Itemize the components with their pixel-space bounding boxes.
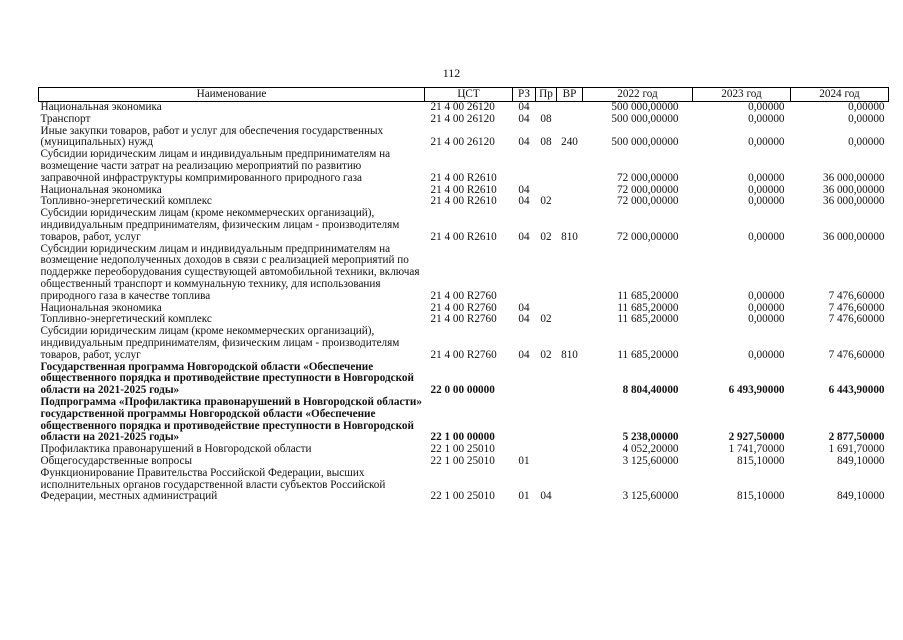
budget-table (38, 87, 889, 503)
row-rz: 04 (518, 348, 530, 361)
table-row (39, 114, 889, 126)
row-amount-2023: 0,00000 (748, 136, 785, 149)
table-row (39, 468, 889, 503)
row-name: Государственная программа Новгородской области «Обеспечение общественного порядка и противодействие преступности в Новгородской области на 2021-2025 годы» (40, 360, 414, 397)
row-rz (513, 362, 536, 397)
row-amount-2024: 36 000,00000 (822, 195, 885, 208)
row-amount-2022: 11 685,20000 (617, 348, 679, 361)
row-rz: 04 (518, 230, 530, 243)
row-pr: 02 (540, 313, 552, 326)
row-name: Субсидии юридическим лицам и индивидуальным предпринимателям на возмещение недополученных доходов в связи с реализацией мероприятий по поддержке переоборудования существующей автомобильной техники, включая общественный транспорт и коммунальную технику, для использования природного газа в качестве топлива (40, 242, 420, 302)
row-amount-2024: 1 691,70000 (828, 443, 885, 456)
row-amount-2024: 7 476,60000 (828, 301, 885, 314)
row-rz: 04 (518, 112, 530, 125)
row-amount-2022: 3 125,60000 (622, 490, 679, 503)
row-amount-2023: 815,10000 (736, 490, 785, 503)
row-amount-2024: 0,00000 (848, 136, 885, 149)
row-name: Топливно-энергетический комплекс (40, 313, 212, 326)
header-pr: Пр (536, 88, 557, 102)
row-pr: 04 (540, 490, 552, 503)
row-cst: 22 1 00 25010 (430, 443, 495, 456)
row-amount-2023: 0,00000 (748, 183, 785, 196)
header-vr: ВР (557, 88, 583, 102)
table-row (39, 456, 889, 468)
row-pr (536, 244, 557, 303)
row-vr (557, 114, 583, 126)
row-rz: 01 (518, 490, 530, 503)
row-amount-2022: 72 000,00000 (616, 183, 679, 196)
row-amount-2023: 815,10000 (736, 454, 785, 467)
row-rz (513, 397, 536, 444)
row-amount-2023: 0,00000 (748, 171, 785, 184)
table-row (39, 362, 889, 397)
row-amount-2022: 11 685,20000 (617, 301, 679, 314)
row-amount-2024: 36 000,00000 (822, 230, 885, 243)
row-name: Общегосударственные вопросы (40, 454, 193, 467)
row-vr (557, 185, 583, 197)
page-number: 112 (442, 66, 461, 80)
row-amount-2022: 500 000,00000 (611, 136, 679, 149)
row-cst: 21 4 00 R2610 (430, 195, 497, 208)
row-name: Субсидии юридическим лицам и индивидуальным предпринимателям на возмещение части затрат на реализацию мероприятий по развитию заправочной инфраструктуры компримированного природного газа (40, 148, 391, 184)
row-vr (557, 362, 583, 397)
row-pr (536, 362, 557, 397)
row-amount-2022: 500 000,00000 (611, 101, 679, 113)
table-row (39, 208, 889, 243)
row-amount-2024: 849,10000 (836, 490, 885, 503)
table-row (39, 397, 889, 444)
row-amount-2023: 0,00000 (748, 301, 785, 314)
row-name: Национальная экономика (40, 301, 162, 314)
row-cst: 21 4 00 R2760 (430, 313, 497, 326)
header-2024: 2024 год (791, 88, 889, 102)
table-row (39, 326, 889, 361)
row-name: Профилактика правонарушений в Новгородской области (40, 443, 312, 456)
row-amount-2023: 0,00000 (748, 289, 785, 302)
row-vr (557, 397, 583, 444)
row-amount-2022: 4 052,20000 (622, 443, 679, 456)
row-name: Субсидии юридическим лицам (кроме некоммерческих организаций), индивидуальным предпринимателям, физическим лицам - производителям товаров, работ, услуг (40, 325, 400, 361)
row-pr: 02 (540, 195, 552, 208)
row-vr (557, 244, 583, 303)
row-cst: 22 1 00 00000 (430, 431, 495, 444)
row-cst: 21 4 00 R2760 (430, 348, 497, 361)
table-row (39, 244, 889, 303)
table-row (39, 102, 889, 114)
header-cst: ЦСТ (425, 88, 513, 102)
row-pr: 02 (540, 348, 552, 361)
row-cst: 21 4 00 R2610 (430, 171, 497, 184)
row-rz (513, 149, 536, 184)
row-amount-2023: 0,00000 (748, 313, 785, 326)
row-cst: 21 4 00 26120 (430, 112, 495, 125)
header-2023: 2023 год (693, 88, 791, 102)
row-amount-2023: 0,00000 (748, 195, 785, 208)
row-amount-2023: 6 493,90000 (728, 384, 785, 397)
row-cst: 21 4 00 26120 (430, 101, 495, 113)
table-row (39, 126, 889, 150)
row-amount-2023: 0,00000 (748, 230, 785, 243)
row-name: Подпрограмма «Профилактика правонарушений в Новгородской области» государственной программы Новгородской области «Обеспечение общественного порядка и противодействие преступности в Новгородской области на 2021-2025 годы» (40, 395, 422, 444)
row-vr (557, 196, 583, 208)
row-pr: 02 (540, 230, 552, 243)
row-rz: 04 (518, 195, 530, 208)
row-amount-2022: 3 125,60000 (622, 454, 679, 467)
row-rz: 04 (518, 136, 530, 149)
row-name: Национальная экономика (40, 183, 162, 196)
row-amount-2024: 2 877,50000 (828, 431, 885, 444)
row-cst: 21 4 00 R2610 (430, 230, 497, 243)
row-vr (557, 102, 583, 114)
row-rz: 04 (518, 101, 530, 113)
row-vr (557, 468, 583, 503)
row-rz: 04 (518, 301, 530, 314)
header-2022: 2022 год (583, 88, 693, 102)
row-amount-2022: 72 000,00000 (616, 230, 679, 243)
row-pr (536, 397, 557, 444)
row-cst: 21 4 00 R2760 (430, 289, 497, 302)
row-amount-2022: 8 804,40000 (622, 384, 679, 397)
row-cst: 21 4 00 R2760 (430, 301, 497, 314)
row-vr (557, 314, 583, 326)
table-row (39, 149, 889, 184)
row-pr: 08 (540, 112, 552, 125)
row-cst: 22 0 00 00000 (430, 384, 495, 397)
row-vr (557, 444, 583, 456)
row-amount-2022: 72 000,00000 (616, 171, 679, 184)
row-vr (557, 149, 583, 184)
row-rz (513, 244, 536, 303)
header-name: Наименование (39, 88, 425, 102)
row-amount-2022: 5 238,00000 (622, 431, 679, 444)
row-amount-2023: 2 927,50000 (728, 431, 785, 444)
header-rz: РЗ (513, 88, 536, 102)
row-cst: 22 1 00 25010 (430, 490, 495, 503)
row-vr: 240 (561, 136, 578, 149)
row-name: Топливно-энергетический комплекс (40, 195, 212, 208)
row-amount-2024: 7 476,60000 (828, 289, 885, 302)
row-rz: 01 (518, 454, 530, 467)
row-name: Национальная экономика (40, 101, 162, 113)
row-pr (536, 456, 557, 468)
row-name: Функционирование Правительства Российской Федерации, высших исполнительных органов государственной власти субъектов Российской Федерации, местных администраций (40, 466, 386, 503)
row-cst: 21 4 00 26120 (430, 136, 495, 149)
row-amount-2022: 11 685,20000 (617, 289, 679, 302)
row-amount-2024: 0,00000 (848, 101, 885, 113)
row-amount-2022: 72 000,00000 (616, 195, 679, 208)
row-rz: 04 (518, 313, 530, 326)
row-amount-2024: 849,10000 (836, 454, 885, 467)
row-name: Иные закупки товаров, работ и услуг для обеспечения государственных (муниципальных) нужд (40, 124, 384, 149)
row-name: Транспорт (40, 112, 91, 125)
row-amount-2024: 36 000,00000 (822, 183, 885, 196)
row-amount-2022: 500 000,00000 (611, 112, 679, 125)
row-amount-2024: 7 476,60000 (828, 313, 885, 326)
row-amount-2023: 0,00000 (748, 112, 785, 125)
row-pr (536, 102, 557, 114)
row-amount-2024: 6 443,90000 (828, 384, 885, 397)
row-vr: 810 (561, 230, 578, 243)
row-vr (557, 303, 583, 315)
row-pr (536, 149, 557, 184)
row-name: Субсидии юридическим лицам (кроме некоммерческих организаций), индивидуальным предпринимателям, физическим лицам - производителям товаров, работ, услуг (40, 207, 400, 243)
row-amount-2022: 11 685,20000 (617, 313, 679, 326)
row-vr (557, 456, 583, 468)
row-cst: 22 1 00 25010 (430, 454, 495, 467)
row-pr: 08 (540, 136, 552, 149)
row-amount-2024: 0,00000 (848, 112, 885, 125)
row-amount-2023: 0,00000 (748, 348, 785, 361)
row-amount-2024: 7 476,60000 (828, 348, 885, 361)
row-pr (536, 444, 557, 456)
row-amount-2023: 0,00000 (748, 101, 785, 113)
row-vr: 810 (561, 348, 578, 361)
table-header-row (39, 88, 889, 102)
row-amount-2024: 36 000,00000 (822, 171, 885, 184)
row-rz: 04 (518, 183, 530, 196)
row-amount-2023: 1 741,70000 (728, 443, 785, 456)
row-cst: 21 4 00 R2610 (430, 183, 497, 196)
